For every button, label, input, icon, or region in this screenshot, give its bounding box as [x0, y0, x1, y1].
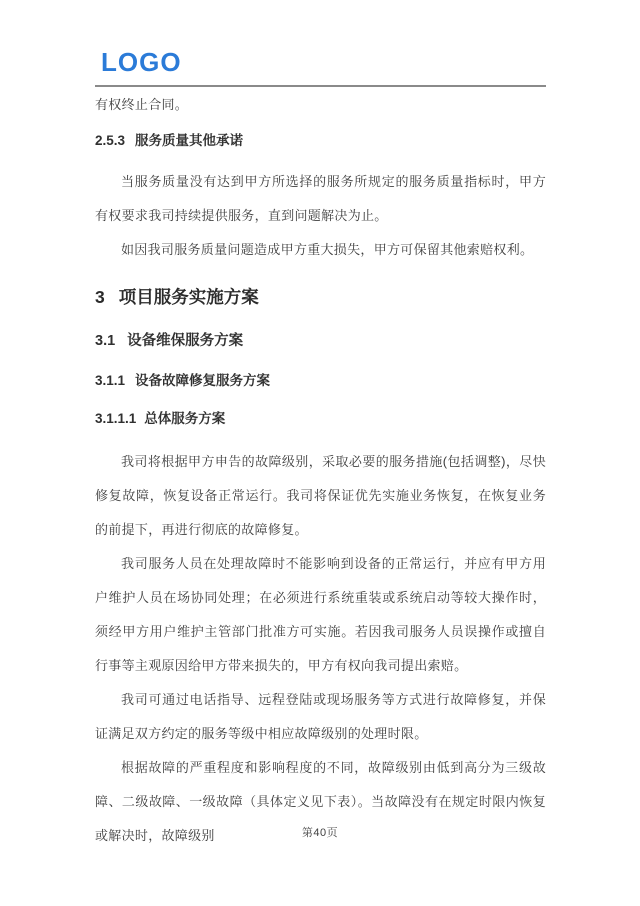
heading-number: 3 — [95, 287, 105, 307]
continuation-paragraph: 有权终止合同。 — [95, 97, 189, 112]
heading-title: 项目服务实施方案 — [118, 287, 259, 307]
heading-title: 服务质量其他承诺 — [135, 133, 244, 148]
paragraph-fault-repair-3: 我司可通过电话指导、远程登陆或现场服务等方式进行故障修复，并保证满足双方约定的服务等级中相应故障级别的处理时限。 — [95, 692, 546, 741]
paragraph-service-quality-1: 当服务质量没有达到甲方所选择的服务所规定的服务质量指标时，甲方有权要求我司持续提供服务，直到问题解决为止。 — [95, 174, 546, 223]
heading-title: 设备维保服务方案 — [127, 333, 244, 349]
paragraph-service-quality-2: 如因我司服务质量问题造成甲方重大损失，甲方可保留其他索赔权利。 — [121, 242, 534, 257]
page-header — [95, 47, 546, 87]
heading-3-1-1 — [95, 373, 546, 389]
header-divider — [95, 85, 546, 87]
page-number: 第40页 — [301, 827, 339, 839]
heading-number: 3.1 — [95, 333, 116, 349]
heading-title: 总体服务方案 — [144, 411, 226, 426]
heading-number: 3.1.1 — [95, 373, 126, 388]
heading-3-1-1-1 — [95, 411, 546, 427]
heading-chapter-3 — [95, 286, 546, 308]
heading-2-5-3 — [95, 133, 546, 149]
paragraph-fault-repair-1: 我司将根据甲方申告的故障级别，采取必要的服务措施(包括调整)，尽快修复故障，恢复设备正常运行。我司将保证优先实施业务恢复，在恢复业务的前提下，再进行彻底的故障修复。 — [95, 454, 546, 537]
heading-3-1 — [95, 333, 546, 350]
heading-number: 3.1.1.1 — [95, 411, 137, 426]
heading-title: 设备故障修复服务方案 — [135, 373, 271, 388]
heading-number: 2.5.3 — [95, 133, 126, 148]
company-logo: LOGO — [101, 47, 182, 77]
paragraph-fault-repair-2: 我司服务人员在处理故障时不能影响到设备的正常运行，并应有甲方用户维护人员在场协同处理；在必须进行系统重装或系统启动等较大操作时，须经甲方用户维护主管部门批准方可实施。若因我司服务人员误操作或擅自行事等主观原因给甲方带来损失的，甲方有权向我司提出索赔。 — [95, 556, 546, 673]
paragraph-fault-repair-4: 根据故障的严重程度和影响程度的不同，故障级别由低到高分为三级故障、二级故障、一级故障（具体定义见下表）。当故障没有在规定时限内恢复或解决时，故障级别 — [95, 760, 546, 843]
